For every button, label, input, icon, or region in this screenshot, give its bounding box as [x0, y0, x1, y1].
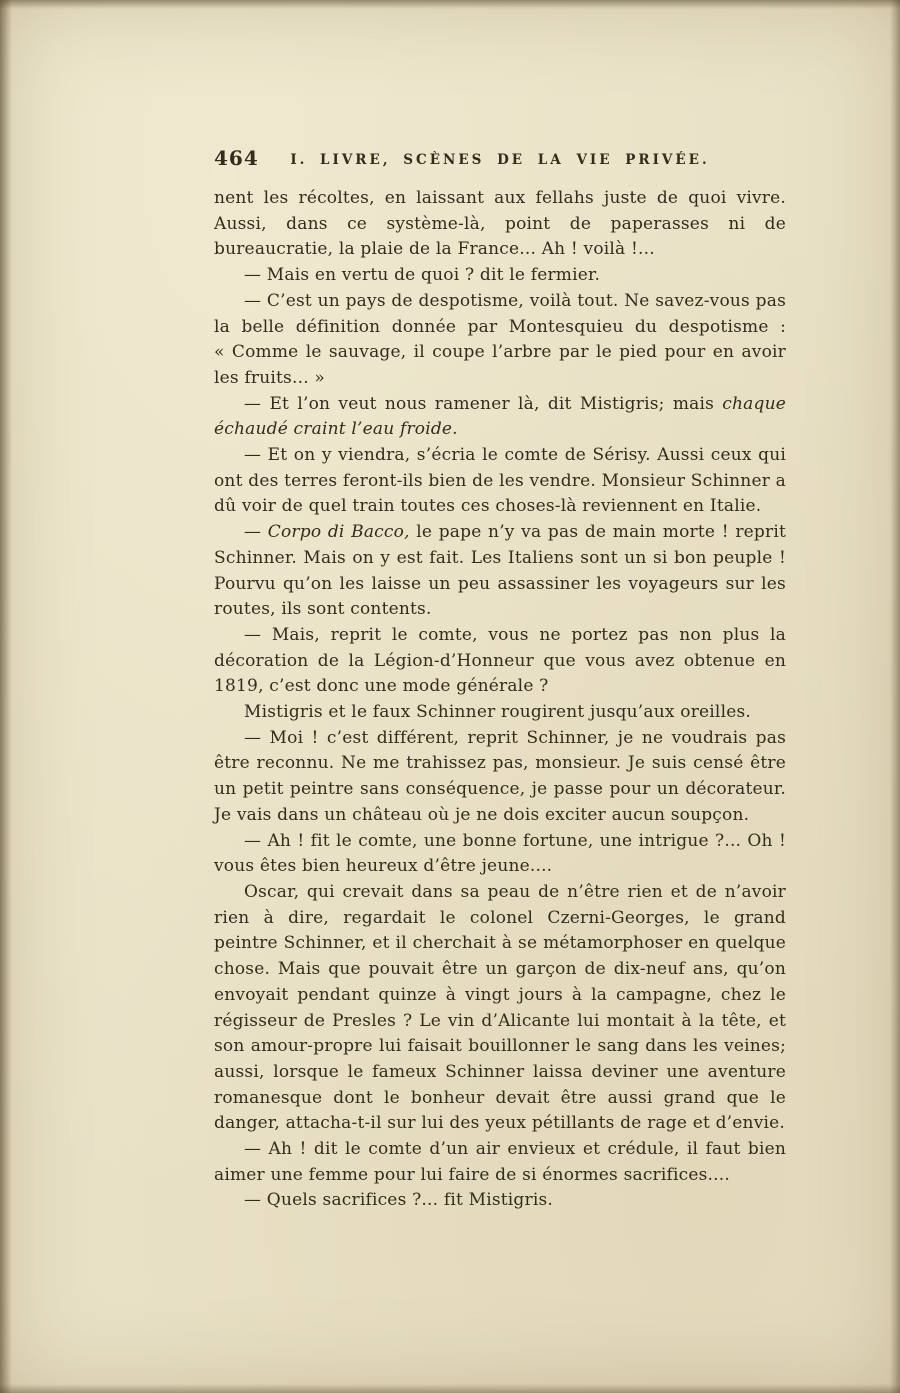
- body-text: — C’est un pays de despotisme, voilà tout. Ne savez-vous pas la belle définition donnée par Montesquieu du despotisme : « Comme le sauvage, il coupe l’arbre par le pied pour en avoir les fruits... »: [214, 290, 786, 388]
- paragraph: [214, 520, 786, 623]
- body-text: — Moi ! c’est différent, reprit Schinner, je ne voudrais pas être reconnu. Ne me trahissez pas, monsieur. Je suis censé être un petit peintre sans conséquence, je passe pour un décorateur. Je vais dans un château où je ne dois exciter aucun soupçon.: [214, 727, 786, 825]
- body-text: Mistigris et le faux Schinner rougirent jusqu’aux oreilles.: [244, 702, 751, 723]
- paragraph: [214, 392, 786, 443]
- scan-edge-bottom: [0, 1384, 900, 1393]
- scan-edge-top: [0, 0, 900, 9]
- italic-text: chaque échaudé craint l’eau froide.: [214, 393, 786, 440]
- body-text: — Mais, reprit le comte, vous ne portez pas non plus la décoration de la Légion-d’Honneur que vous avez obtenue en 1819, c’est donc une mode générale ?: [214, 624, 786, 697]
- body-text: — Et on y viendra, s’écria le comte de Sérisy. Aussi ceux qui ont des terres feront-ils bien de les vendre. Monsieur Schinner a dû voir de quel train toutes ces choses-là reviennent en Italie.: [214, 445, 786, 517]
- paragraph: [214, 186, 786, 263]
- body-text: nent les récoltes, en laissant aux fellahs juste de quoi vivre. Aussi, dans ce système-là, point de paperasses ni de bureaucratie, la plaie de la France... Ah ! voilà !...: [214, 188, 786, 260]
- paragraph: [214, 289, 786, 392]
- running-title: I. LIVRE, SCÈNES DE LA VIE PRIVÉE.: [290, 152, 710, 168]
- body-text: Oscar, qui crevait dans sa peau de n’être rien et de n’avoir rien à dire, regardait le colonel Czerni-Georges, le grand peintre Schinner, et il cherchait à se métamorphoser en quelque chose. Mais que pouvait être un garçon de dix-neuf ans, qu’on envoyait pendant quinze à vingt jours à la campagne, chez le régisseur de Presles ? Le vin d’Alicante lui montait à la tête, et son amour-propre lui faisait bouillonner le sang dans les veines; aussi, lorsque le fameux Schinner laissa deviner une aventure romanesque dont le bonheur devait être aussi grand que le danger, attacha-t-il sur lui des yeux pétillants de rage et d’envie.: [214, 881, 786, 1134]
- body-text: le pape n’y va pas de main morte ! reprit Schinner. Mais on y est fait. Les Italiens sont un si bon peuple ! Pourvu qu’on les laisse un peu assassiner les voyageurs sur les routes, ils sont contents.: [214, 522, 786, 620]
- body-text: — Ah ! dit le comte d’un air envieux et crédule, il faut bien aimer une femme pour lui faire de si énormes sacrifices....: [214, 1139, 786, 1185]
- paragraph: [214, 1137, 786, 1188]
- paragraph: [214, 263, 786, 289]
- paragraph: [214, 829, 786, 880]
- scan-edge-right: [890, 0, 900, 1393]
- italic-text: Corpo di Bacco,: [267, 522, 410, 543]
- page-content: [214, 148, 786, 1214]
- body-text: — Mais en vertu de quoi ? dit le fermier.: [244, 265, 601, 286]
- paragraph: [214, 726, 786, 829]
- scan-edge-left: [0, 0, 12, 1393]
- text-block: [214, 186, 786, 1214]
- paragraph: [214, 443, 786, 520]
- paragraph: [214, 623, 786, 700]
- page-number: 464: [214, 146, 259, 170]
- paragraph: [214, 880, 786, 1137]
- body-text: — Et l’on veut nous ramener là, dit Mistigris; mais: [244, 393, 723, 414]
- page-header: [214, 148, 786, 176]
- paragraph: [214, 1188, 786, 1214]
- paragraph: [214, 700, 786, 726]
- body-text: —: [244, 522, 268, 543]
- body-text: — Ah ! fit le comte, une bonne fortune, une intrigue ?... Oh ! vous êtes bien heureux d’être jeune....: [214, 830, 786, 877]
- body-text: — Quels sacrifices ?... fit Mistigris.: [244, 1190, 554, 1211]
